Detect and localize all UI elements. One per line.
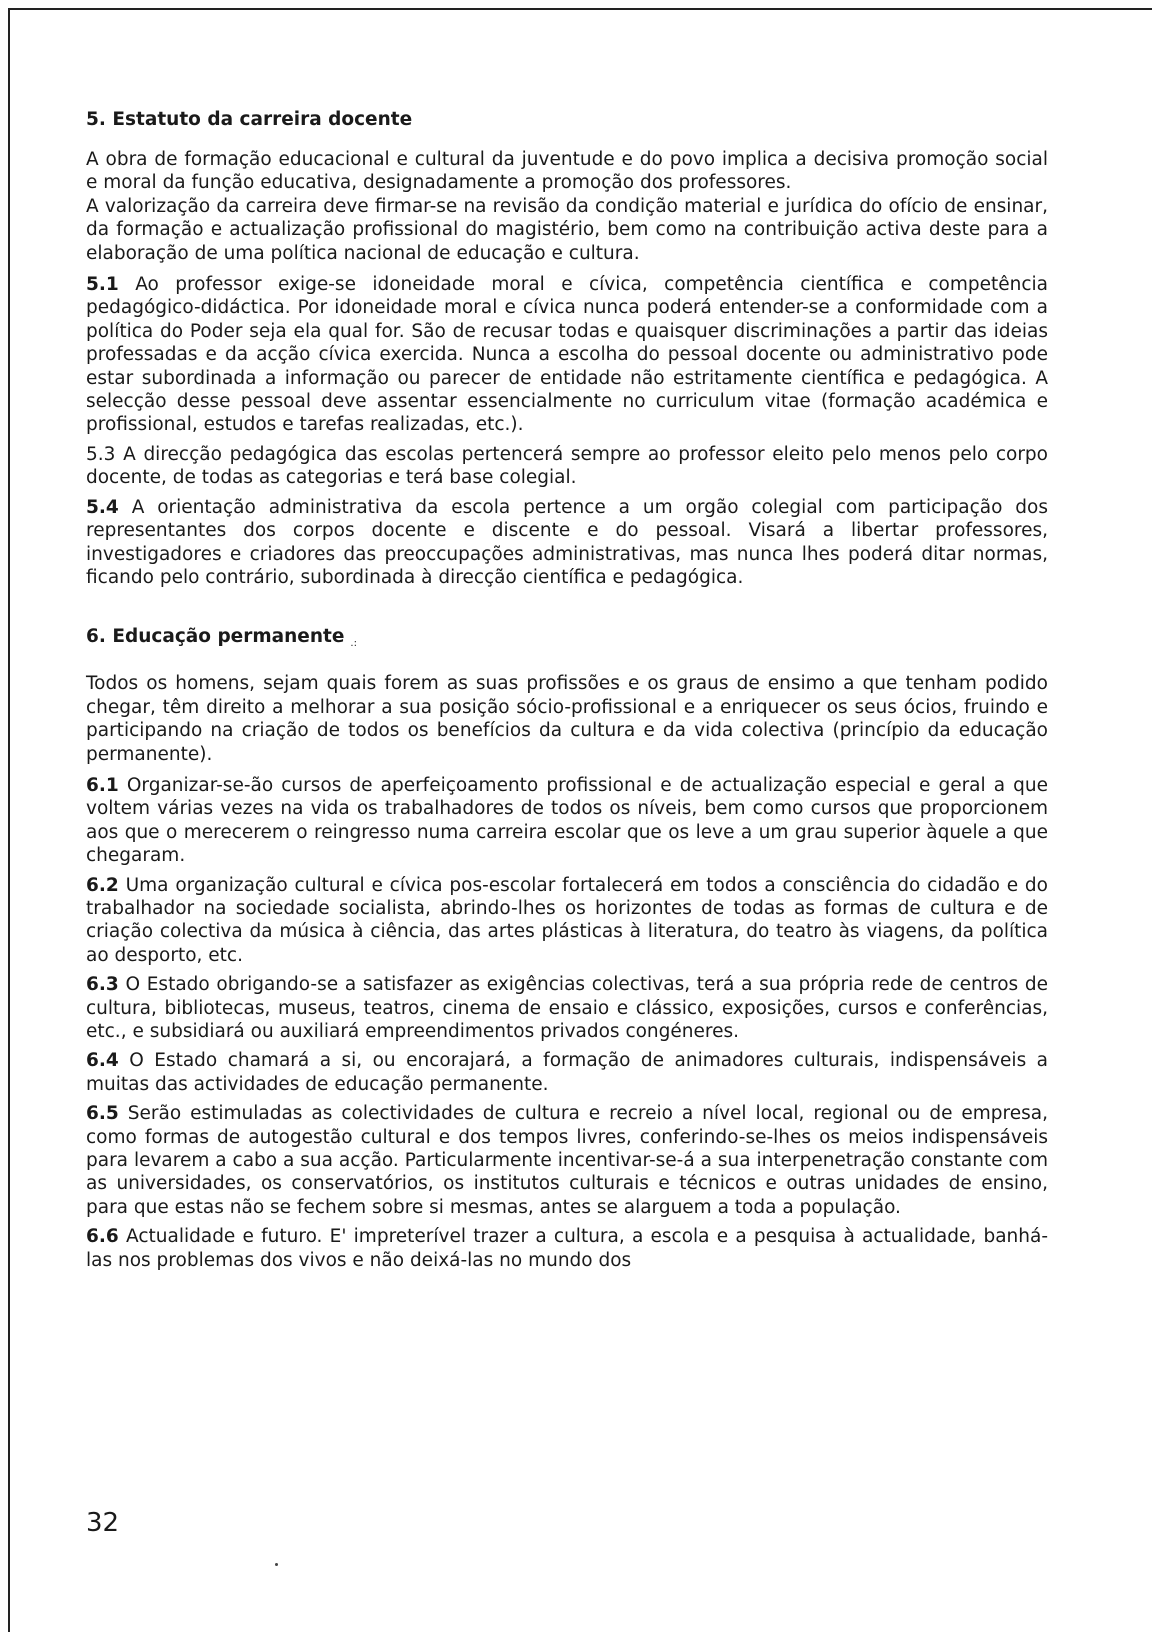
paragraph-number: 5.3 <box>86 443 116 465</box>
section-5-intro: A obra de formação educacional e cultural da juventude e do povo implica a decisiva promoção social e moral da função educativa, designadamente a promoção dos professores. <box>86 149 1048 194</box>
paragraph-5-4 <box>86 496 1048 590</box>
paragraph-number: 6.6 <box>86 1226 119 1248</box>
paragraph-number: 6.3 <box>86 974 119 996</box>
paragraph-6-1 <box>86 774 1048 868</box>
paragraph-text: Organizar-se-ão cursos de aperfeiçoamento profissional e de actualização especial e geral a que voltem várias vezes na vida os trabalhadores de todos os níveis, bem como cursos que proporcionem aos que o merecerem o reingresso numa carreira escolar que os leve a um grau superior àquele a que chegaram. <box>86 774 1049 867</box>
section-6-heading-text: 6. Educação permanente <box>86 626 345 648</box>
section-6-intro: Todos os homens, sejam quais forem as suas profissões e os graus de ensimo a que tenham podido chegar, têm direito a melhorar a sua posição sócio-profissional e a enriquecer os seus ócios, fruindo e participando na criação de todos os benefícios da cultura e da vida colectiva (princípio da educação permanente). <box>86 673 1048 765</box>
paragraph-number: 6.1 <box>86 774 119 796</box>
paragraph-number: 5.1 <box>86 274 119 296</box>
paragraph-text: Actualidade e futuro. E' impreterível trazer a cultura, a escola e a pesquisa à actualidade, banhá-las nos problemas dos vivos e não deixá-las no mundo dos <box>86 1226 1048 1271</box>
paragraph-text: A orientação administrativa da escola pertence a um orgão colegial com participação dos representantes dos corpos docente e discente e do pessoal. Visará a libertar professores, investigadores e criadores das preoccupações administrativas, mas nunca lhes poderá ditar normas, ficando pelo contrário, subordinada à direcção científica e pedagógica. <box>86 496 1048 588</box>
stray-mark: .: <box>350 638 357 650</box>
paragraph-text: O Estado chamará a si, ou encorajará, a formação de animadores culturais, indispensáveis a muitas das actividades de educação permanente. <box>86 1050 1048 1095</box>
paragraph-number: 6.5 <box>86 1103 119 1125</box>
document-body <box>86 108 1048 1278</box>
page-number: 32 <box>86 1508 120 1538</box>
paragraph-5-3 <box>86 443 1048 490</box>
section-5-heading-text: 5. Estatuto da carreira docente <box>86 109 413 130</box>
paragraph-text: O Estado obrigando-se a satisfazer as exigências colectivas, terá a sua própria rede de centros de cultura, bibliotecas, museus, teatros, cinema de ensaio e clássico, exposições, cursos e conferências, etc., e subsidiará ou auxiliará empreendimentos privados congéneres. <box>86 974 1048 1042</box>
paragraph-6-2 <box>86 874 1048 968</box>
paragraph-6-5 <box>86 1102 1048 1219</box>
paragraph-number: 5.4 <box>86 496 119 518</box>
paragraph-text: Uma organização cultural e cívica pos-escolar fortalecerá em todos a consciência do cidadão e do trabalhador na sociedade socialista, abrindo-lhes os horizontes de todas as formas de cultura e de criação colectiva da música à ciência, das artes plásticas à literatura, do teatro às viagens, da política ao desporto, etc. <box>86 874 1048 966</box>
section-5-heading <box>86 108 1048 132</box>
paragraph-text: Serão estimuladas as colectividades de cultura e recreio a nível local, regional ou de empresa, como formas de autogestão cultural e dos tempos livres, conferindo-se-lhes os meios indispensáveis para levarem a cabo a sua acção. Particularmente incentivar-se-á a sua interpenetração constante com as universidades, os conservatórios, os institutos culturais e técnicos e outras unidades de ensino, para que estas não se fechem sobre si mesmas, antes se alarguem a toda a população. <box>86 1103 1048 1218</box>
scan-border-top <box>8 8 1152 10</box>
paragraph-text: Ao professor exige-se idoneidade moral e cívica, competência científica e competência pedagógico-didáctica. Por idoneidade moral e cívica nunca poderá entender-se a conformidade com a política do Poder seja ela qual for. São de recusar todas e quaisquer discriminações a partir das ideias professadas e da acção cívica exercida. Nunca a escolha do pessoal docente ou administrativo pode estar subordinada a informação ou parecer de entidade não estritamente científica e pedagógica. A selecção desse pessoal deve assentar essencialmente no curriculum vitae (formação académica e profissional, estudos e tarefas realizadas, etc.). <box>86 274 1048 436</box>
paragraph-number: 6.2 <box>86 874 119 896</box>
paragraph-6-4 <box>86 1049 1048 1096</box>
scan-border-left <box>8 8 10 1632</box>
section-5-intro-2: A valorização da carreira deve firmar-se na revisão da condição material e jurídica do ofício de ensinar, da formação e actualização profissional do magistério, bem como na contribuição activa deste para a elaboração de uma política nacional de educação e cultura. <box>86 195 1048 264</box>
paragraph-6-3 <box>86 973 1048 1043</box>
paragraph-number: 6.4 <box>86 1050 119 1072</box>
paragraph-5-1 <box>86 273 1048 437</box>
paragraph-text: A direcção pedagógica das escolas pertencerá sempre ao professor eleito pelo menos pelo corpo docente, de todas as categorias e terá base colegial. <box>86 443 1048 489</box>
section-6-heading <box>86 625 1048 656</box>
paragraph-6-6 <box>86 1225 1048 1272</box>
speck <box>275 1563 278 1566</box>
